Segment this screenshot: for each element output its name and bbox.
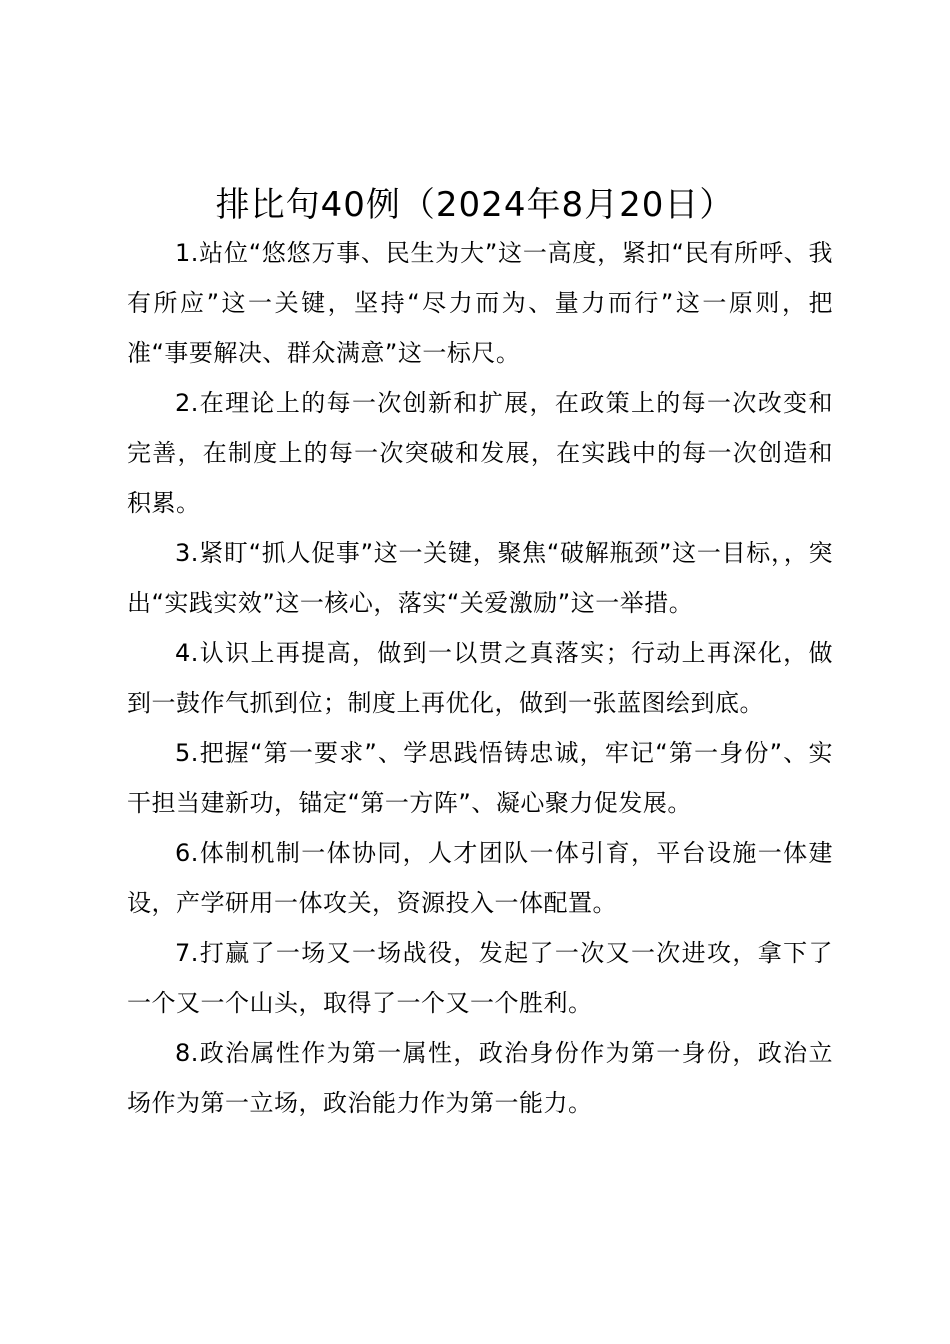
paragraph-5: 5.把握“第一要求”、学思践悟铸忠诚，牢记“第一身份”、实干担当建新功，锚定“第一方阵”、凝心聚力促发展。	[127, 739, 833, 817]
paragraph-3: 3.紧盯“抓人促事”这一关键，聚焦“破解瓶颈”这一目标，，突出“实践实效”这一核心，落实“关爱激励”这一举措。	[127, 539, 833, 617]
document-title: 排比句40例（2024年8月20日）	[215, 185, 735, 225]
paragraph-1: 1.站位“悠悠万事、民生为大”这一高度，紧扣“民有所呼、我有所应”这一关键，坚持“尽力而为、量力而行”这一原则，把准“事要解决、群众满意”这一标尺。	[127, 239, 833, 367]
paragraph-6: 6.体制机制一体协同，人才团队一体引育，平台设施一体建设，产学研用一体攻关，资源投入一体配置。	[127, 839, 833, 917]
document-body	[127, 228, 833, 1128]
paragraph-8: 8.政治属性作为第一属性，政治身份作为第一身份，政治立场作为第一立场，政治能力作为第一能力。	[127, 1039, 833, 1117]
paragraph-4: 4.认识上再提高，做到一以贯之真落实；行动上再深化，做到一鼓作气抓到位；制度上再优化，做到一张蓝图绘到底。	[127, 639, 833, 717]
paragraph-2: 2.在理论上的每一次创新和扩展，在政策上的每一次改变和完善，在制度上的每一次突破和发展，在实践中的每一次创造和积累。	[127, 389, 833, 517]
paragraph-7: 7.打赢了一场又一场战役，发起了一次又一次进攻，拿下了一个又一个山头，取得了一个又一个胜利。	[127, 939, 833, 1017]
